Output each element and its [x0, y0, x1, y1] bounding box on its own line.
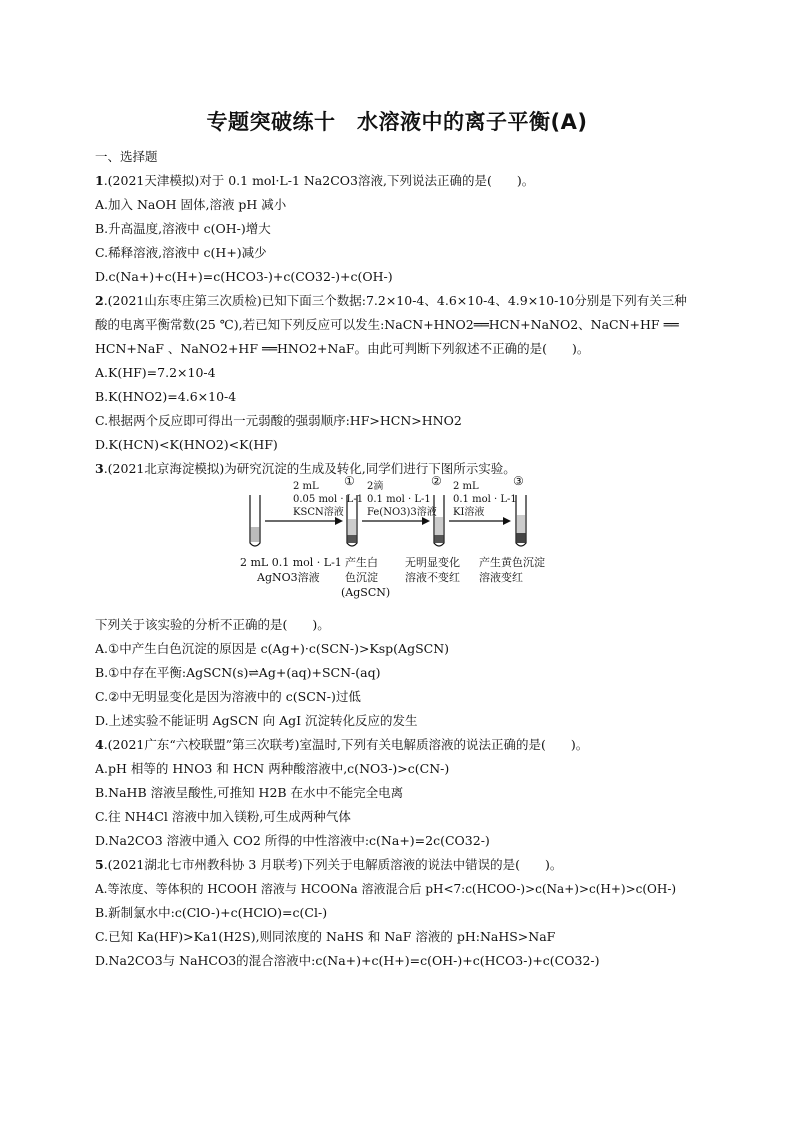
question-1-option-c: C.稀释溶液,溶液中 c(H+)减少 [95, 245, 267, 260]
question-2-option-a: A.K(HF)=7.2×10-4 [95, 365, 216, 380]
reagent-1-concentration: 0.05 mol · L-1 [293, 494, 364, 505]
reagent-1-volume: 2 mL [293, 481, 319, 492]
question-3-option-d: D.上述实验不能证明 AgSCN 向 AgI 沉淀转化反应的发生 [95, 713, 418, 728]
question-2-option-d: D.K(HCN)<K(HNO2)<K(HF) [95, 437, 278, 452]
question-3-ask: 下列关于该实验的分析不正确的是( )。 [95, 617, 330, 632]
question-2-stem-line-3: HCN+NaF 、NaNO2+HF ══HNO2+NaF。由此可判断下列叙述不正确的是( )。 [95, 341, 590, 356]
question-3-stem [95, 457, 705, 481]
question-text: .(2021广东“六校联盟”第三次联考)室温时,下列有关电解质溶液的说法正确的是( )。 [103, 737, 589, 752]
question-number: 4 [95, 737, 104, 752]
start-solution-line-2: AgNO3溶液 [257, 571, 320, 584]
question-5-option-d: D.Na2CO3与 NaHCO3的混合溶液中:c(Na+)+c(H+)=c(OH-)+c(HCO3-)+c(CO32-) [95, 953, 600, 968]
observation-1-line-2: 色沉淀 [345, 571, 378, 584]
question-5-option-b: B.新制氯水中:c(ClO-)+c(HClO)=c(Cl-) [95, 905, 328, 920]
question-text: .(2021北京海淀模拟)为研究沉淀的生成及转化,同学们进行下图所示实验。 [103, 461, 516, 476]
question-4-option-a: A.pH 相等的 HNO3 和 HCN 两种酸溶液中,c(NO3-)>c(CN-) [95, 761, 450, 776]
question-3-option-c: C.②中无明显变化是因为溶液中的 c(SCN-)过低 [95, 689, 361, 704]
question-4-stem [95, 733, 705, 757]
question-5-option-a: A.等浓度、等体积的 HCOOH 溶液与 HCOONa 溶液混合后 pH<7:c(HCOO-)>c(Na+)>c(H+)>c(OH-) [95, 882, 677, 896]
question-5-option-c: C.已知 Ka(HF)>Ka1(H2S),则同浓度的 NaHS 和 NaF 溶液的 pH:NaHS>NaF [95, 929, 556, 944]
question-number: 1 [95, 173, 104, 188]
observation-2-line-2: 溶液不变红 [405, 571, 460, 584]
question-3-option-b: B.①中存在平衡:AgSCN(s)⇌Ag+(aq)+SCN-(aq) [95, 665, 381, 680]
question-2-option-b: B.K(HNO2)=4.6×10-4 [95, 389, 237, 404]
question-4-option-b: B.NaHB 溶液呈酸性,可推知 H2B 在水中不能完全电离 [95, 785, 404, 800]
question-1-option-b: B.升高温度,溶液中 c(OH-)增大 [95, 221, 271, 236]
test-tube-2 [434, 495, 444, 546]
observation-1-line-3: (AgSCN) [341, 586, 391, 599]
reagent-3-name: KI溶液 [453, 507, 485, 518]
question-2-stem [95, 289, 705, 313]
observation-1-line-1: 产生白 [345, 556, 378, 569]
question-number: 3 [95, 461, 104, 476]
question-4-option-d: D.Na2CO3 溶液中通入 CO2 所得的中性溶液中:c(Na+)=2c(CO32-) [95, 833, 490, 848]
reagent-2-name: Fe(NO3)3溶液 [367, 507, 437, 518]
question-2-option-c: C.根据两个反应即可得出一元弱酸的强弱顺序:HF>HCN>HNO2 [95, 413, 462, 428]
question-3-option-a: A.①中产生白色沉淀的原因是 c(Ag+)·c(SCN-)>Ksp(AgSCN) [95, 641, 450, 656]
question-number: 2 [95, 293, 104, 308]
question-5-stem [95, 853, 705, 877]
question-number: 5 [95, 857, 104, 872]
experiment-figure [95, 474, 705, 613]
reagent-1-name: KSCN溶液 [293, 507, 344, 518]
marker-3: ③ [513, 474, 524, 488]
question-2-stem-line-2: 酸的电离平衡常数(25 ℃),若已知下列反应可以发生:NaCN+HNO2══HCN+NaNO2、NaCN+HF ══ [95, 317, 679, 332]
question-text: .(2021湖北七市州教科协 3 月联考)下列关于电解质溶液的说法中错误的是( )。 [103, 857, 563, 872]
reagent-2-concentration: 0.1 mol · L-1 [367, 494, 431, 505]
marker-1: ① [344, 474, 355, 488]
marker-2: ② [431, 474, 442, 488]
reagent-2-volume: 2滴 [367, 481, 384, 492]
test-tube-3 [516, 495, 526, 546]
reagent-3-concentration: 0.1 mol · L-1 [453, 494, 517, 505]
section-heading: 一、选择题 [95, 149, 158, 164]
document-body [95, 145, 705, 973]
question-4-option-c: C.往 NH4Cl 溶液中加入镁粉,可生成两种气体 [95, 809, 351, 824]
reagent-3-volume: 2 mL [453, 481, 479, 492]
observation-3-line-1: 产生黄色沉淀 [479, 556, 545, 569]
question-1-stem [95, 169, 705, 193]
observation-3-line-2: 溶液变红 [479, 571, 523, 584]
page-title: 专题突破练十 水溶液中的离子平衡(A) [206, 110, 588, 134]
question-text: .(2021天津模拟)对于 0.1 mol·L-1 Na2CO3溶液,下列说法正确的是( )。 [103, 173, 535, 188]
question-text: .(2021山东枣庄第三次质检)已知下面三个数据:7.2×10-4、4.6×10-4、4.9×10-10分别是下列有关三种 [103, 293, 687, 308]
question-1-option-d: D.c(Na+)+c(H+)=c(HCO3-)+c(CO32-)+c(OH-) [95, 269, 393, 284]
test-tube-start [250, 495, 260, 546]
start-solution-line-1: 2 mL 0.1 mol · L-1 [240, 556, 342, 569]
question-1-option-a: A.加入 NaOH 固体,溶液 pH 减小 [95, 197, 287, 212]
observation-2-line-1: 无明显变化 [405, 556, 460, 569]
